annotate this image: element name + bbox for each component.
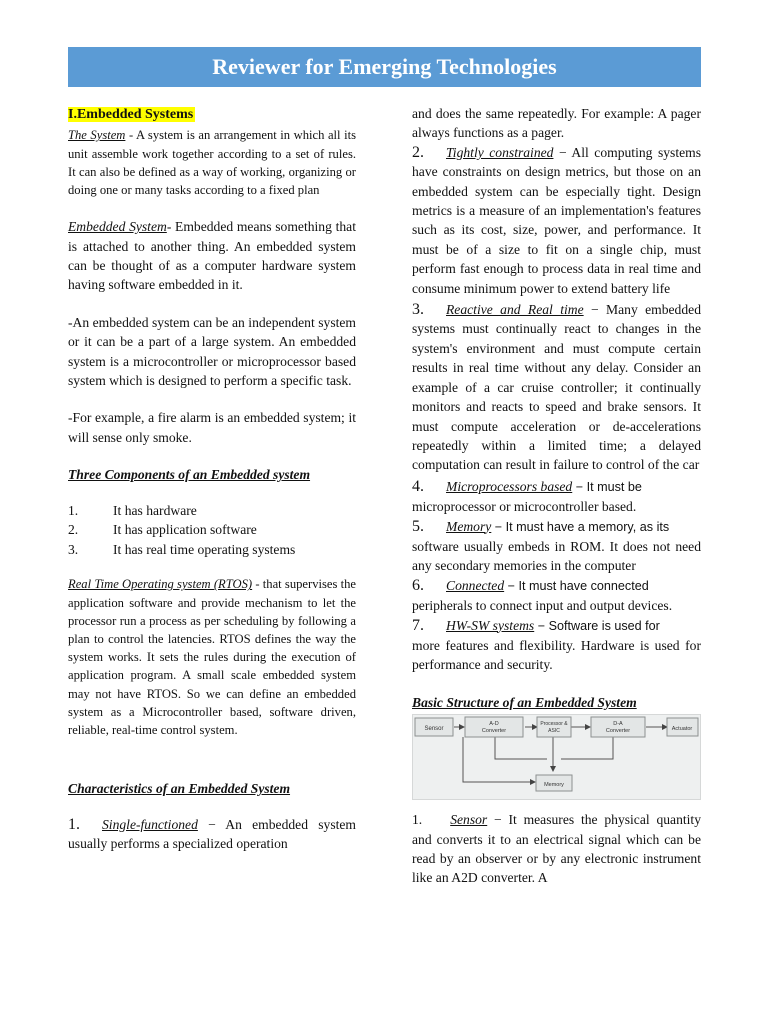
characteristic-term: Memory [446, 518, 492, 534]
list-item-number: 1. [68, 502, 79, 518]
page-title: Reviewer for Emerging Technologies [68, 47, 701, 87]
characteristic-text: − All computing systems have constraints on design metrics, but those on an embedded system can be especially tight. Design metrics is a measure of an implementation's features such as its cost, size, power, and performance. It must be of a size to fit on a single chip, must perform fast enough to process data in real time and consume minimum power to extend battery life [412, 144, 701, 296]
list-item-text: It has application software [113, 522, 257, 538]
characteristic-1-continued: and does the same repeatedly. For example: A pager always functions as a pager. [412, 106, 701, 141]
sensor-term: Sensor [450, 812, 488, 828]
rtos-paragraph [68, 575, 356, 739]
basic-structure-diagram [412, 714, 701, 800]
characteristic-term: Microprocessors based [446, 478, 573, 494]
da-converter-label-1: D-A [613, 721, 623, 728]
characteristic-dash-text: − It must have a memory, as its [491, 519, 670, 534]
sensor-label: Sensor [424, 726, 444, 733]
actuator-label: Actuator [671, 726, 693, 733]
list-item-number: 3. [68, 541, 79, 557]
the-system-term: The System [68, 128, 126, 143]
characteristic-number: 2. [412, 143, 424, 161]
sensor-paragraph [412, 810, 701, 888]
characteristic-dash-text: − It must be [572, 479, 642, 494]
characteristic-6 [412, 576, 701, 616]
embedded-system-text: - Embedded means something that is attached to another thing. An embedded system can be thought of as a computer hardware system having software embedded in it. [68, 219, 356, 293]
ad-converter-label-1: A-D [489, 721, 499, 728]
characteristic-5 [412, 517, 701, 576]
embedded-system-paragraph [68, 217, 356, 295]
characteristic-term: Reactive and Real time [446, 302, 584, 318]
list-item [68, 520, 356, 540]
list-item-text: It has real time operating systems [113, 541, 296, 557]
sensor-text: − It measures the physical quantity and converts it to an electrical signal which can be read by an observer or by any electronic instrument like an A2D converter. A [412, 812, 701, 886]
characteristic-3 [412, 300, 701, 475]
independent-paragraph: -An embedded system can be an independent system or it can be a part of a large system. An embedded system is a microcontroller or microprocessor based system which is designed to perform a specific task. [68, 314, 356, 389]
characteristic-text: − Many embedded systems must continually react to changes in the system's environment and must compute certain results in real time without any delay. Consider an example of a car cruise controller; it continually monitors and reacts to speed and brake sensors. It must compute acceleration or de-accelerations repeatedly within a limited time; a delayed computation can result in failure to control of the car [412, 302, 701, 473]
processor-box [537, 717, 571, 737]
characteristic-1 [68, 815, 356, 854]
characteristic-dash-text: − It must have connected [504, 578, 649, 593]
diagram-canvas [413, 715, 700, 799]
section-heading [68, 104, 356, 124]
characteristic-term: Tightly constrained [446, 144, 554, 160]
section-heading-text: I.Embedded Systems [68, 107, 194, 122]
da-converter-label-2: Converter [605, 728, 631, 735]
basic-structure-heading: Basic Structure of an Embedded System [412, 694, 637, 710]
characteristic-text: more features and flexibility. Hardware is used for performance and security. [412, 637, 701, 673]
list-item [68, 501, 356, 521]
left-column [68, 104, 356, 854]
characteristic-number: 4. [412, 477, 424, 495]
characteristic-text: − An embedded system usually performs a specialized operation [68, 816, 356, 852]
the-system-text: - A system is an arrangement in which all its unit assemble work together according to a set of rules. It can also be defined as a way of working, organizing or doing one or many tasks according to a fixed plan [68, 128, 356, 198]
characteristic-dash-text: − Software is used for [534, 618, 660, 633]
processor-label-2: ASIC [548, 728, 560, 735]
characteristic-text: software usually embeds in ROM. It does not need any secondary memories in the computer [412, 538, 701, 574]
characteristic-number: 3. [412, 301, 424, 319]
da-converter-box [591, 717, 645, 737]
characteristic-number: 7. [412, 616, 424, 634]
memory-label: Memory [544, 782, 564, 789]
connector-ad-feedback [495, 737, 547, 759]
list-item [68, 540, 356, 560]
processor-label-1: Processor & [540, 721, 568, 728]
characteristic-text: microprocessor or microcontroller based. [412, 499, 637, 515]
right-column [412, 104, 701, 888]
example-paragraph: -For example, a fire alarm is an embedded system; it will sense only smoke. [68, 410, 356, 445]
list-item-text: It has hardware [113, 502, 197, 518]
embedded-system-term: Embedded System [68, 219, 167, 235]
rtos-text: - that supervises the application software and provide mechanism to let the processor run a process as per scheduling by following a plan to control the latencies. RTOS defines the way the system works. It sets the rules during the execution of application program. A small scale embedded system may not have RTOS. So we can define an embedded system as a Microcontroller based, software driven, reliable, real-time control system. [68, 577, 356, 738]
connector-da-feedback [561, 737, 613, 759]
sensor-number: 1. [412, 812, 423, 828]
three-components-heading: Three Components of an Embedded system [68, 467, 311, 483]
characteristic-term: HW-SW systems [446, 617, 535, 633]
characteristics-heading: Characteristics of an Embedded System [68, 781, 291, 797]
characteristic-number: 1. [68, 815, 80, 833]
characteristic-2 [412, 143, 701, 298]
characteristic-7 [412, 616, 701, 675]
characteristic-number: 6. [412, 576, 424, 594]
the-system-paragraph [68, 126, 356, 199]
list-item-number: 2. [68, 522, 79, 538]
characteristic-4 [412, 477, 701, 517]
rtos-term: Real Time Operating system (RTOS) [68, 577, 253, 592]
characteristic-number: 5. [412, 517, 424, 535]
components-list [68, 501, 356, 560]
ad-converter-label-2: Converter [481, 728, 507, 735]
ad-converter-box [465, 717, 523, 737]
characteristic-term: Single-functioned [102, 816, 198, 832]
characteristic-text: peripherals to connect input and output devices. [412, 598, 673, 614]
characteristic-term: Connected [446, 577, 505, 593]
